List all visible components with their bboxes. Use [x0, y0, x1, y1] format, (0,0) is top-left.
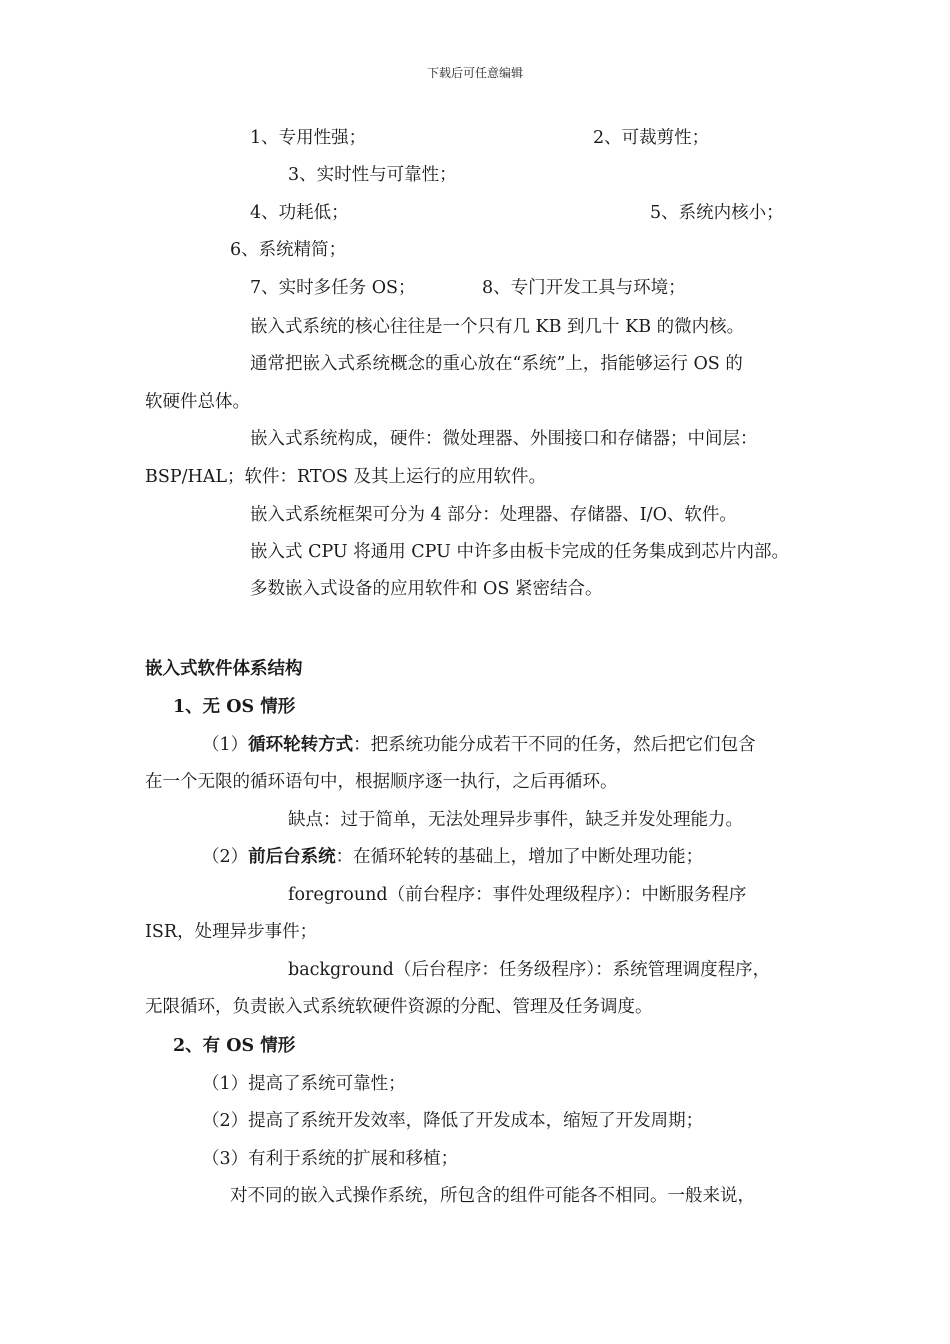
- loop-mode-prefix: （1）: [202, 735, 249, 755]
- page-header: 下载后可任意编辑: [426, 66, 523, 80]
- feature-3: 3、实时性与可靠性；: [288, 165, 457, 185]
- os-benefit-3: （3）有利于系统的扩展和移植；: [202, 1149, 459, 1169]
- loop-mode-line2: 在一个无限的循环语句中，根据顺序逐一执行，之后再循环。: [145, 772, 618, 792]
- loop-mode-line1: [202, 733, 756, 757]
- foreground-line2: ISR，处理异步事件；: [145, 922, 318, 942]
- feature-8: 8、专门开发工具与环境；: [482, 278, 686, 298]
- loop-mode-term: 循环轮转方式: [248, 735, 354, 755]
- fore-back-text: ：在循环轮转的基础上，增加了中断处理功能；: [335, 847, 704, 867]
- os-benefit-2: （2）提高了系统开发效率，降低了开发成本，缩短了开发周期；: [202, 1111, 704, 1131]
- loop-mode-text: ：把系统功能分成若干不同的任务，然后把它们包含: [353, 735, 756, 755]
- paragraph-framework: 嵌入式系统框架可分为 4 部分：处理器、存储器、I/O、软件。: [250, 505, 737, 525]
- heading-with-os: 2、有 OS 情形: [173, 1036, 296, 1056]
- feature-5: 5、系统内核小；: [650, 203, 784, 223]
- paragraph-components: 对不同的嵌入式操作系统，所包含的组件可能各不相同。一般来说，: [230, 1186, 755, 1206]
- paragraph-microkernel: 嵌入式系统的核心往往是一个只有几 KB 到几十 KB 的微内核。: [250, 317, 745, 337]
- os-benefit-1: （1）提高了系统可靠性；: [202, 1074, 406, 1094]
- feature-2: 2、可裁剪性；: [593, 128, 710, 148]
- paragraph-system-focus-line1: 通常把嵌入式系统概念的重心放在“系统”上，指能够运行 OS 的: [250, 354, 743, 374]
- feature-1: 1、专用性强；: [250, 128, 367, 148]
- feature-6: 6、系统精简；: [230, 240, 347, 260]
- paragraph-system-focus-line2: 软硬件总体。: [145, 392, 250, 412]
- fore-back-term: 前后台系统: [248, 847, 336, 867]
- heading-no-os: 1、无 OS 情形: [173, 697, 296, 717]
- paragraph-cpu: 嵌入式 CPU 将通用 CPU 中许多由板卡完成的任务集成到芯片内部。: [250, 542, 789, 562]
- foreground-line1: foreground（前台程序：事件处理级程序）：中断服务程序: [288, 885, 747, 905]
- background-line1: background（后台程序：任务级程序）：系统管理调度程序，: [288, 960, 771, 980]
- feature-7: 7、实时多任务 OS；: [250, 278, 416, 298]
- section-title: 嵌入式软件体系结构: [145, 659, 303, 679]
- fore-back-prefix: （2）: [202, 847, 249, 867]
- fore-back-line: [202, 845, 703, 869]
- paragraph-composition-line2: BSP/HAL；软件：RTOS 及其上运行的应用软件。: [145, 467, 546, 487]
- paragraph-composition-line1: 嵌入式系统构成，硬件：微处理器、外围接口和存储器；中间层：: [250, 429, 758, 449]
- loop-mode-drawback: 缺点：过于简单，无法处理异步事件，缺乏并发处理能力。: [288, 810, 743, 830]
- paragraph-os-integration: 多数嵌入式设备的应用软件和 OS 紧密结合。: [250, 579, 603, 599]
- background-line2: 无限循环，负责嵌入式系统软硬件资源的分配、管理及任务调度。: [145, 997, 653, 1017]
- feature-4: 4、功耗低；: [250, 203, 349, 223]
